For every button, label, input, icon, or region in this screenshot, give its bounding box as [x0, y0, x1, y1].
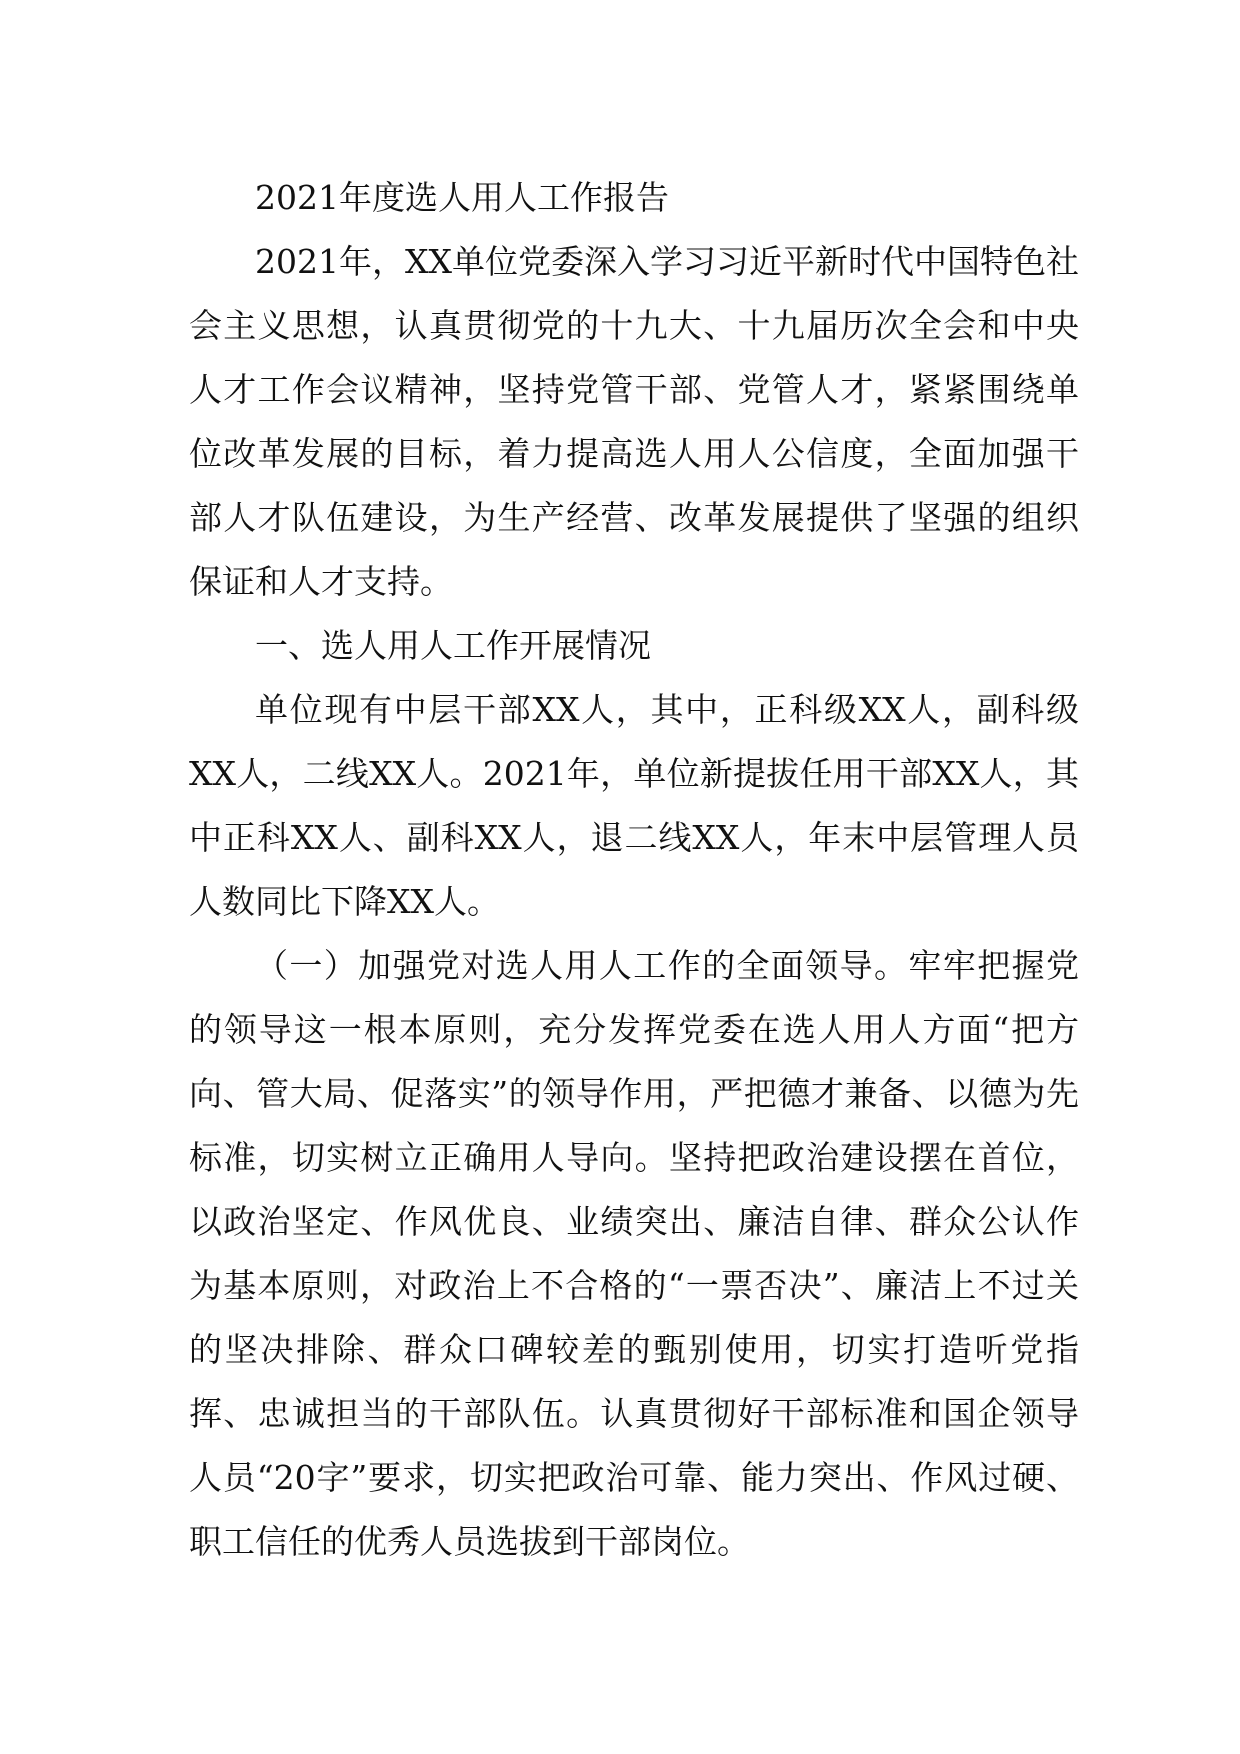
section-heading-1: 一、选人用人工作开展情况: [255, 626, 651, 665]
document-body: [189, 166, 1079, 1574]
staffing-paragraph: 单位现有中层干部XX人，其中，正科级XX人，副科级XX人，二线XX人。2021年，单位新提拔任用干部XX人，其中正科XX人、副科XX人，退二线XX人，年末中层管理人员人数同比下降XX人。: [189, 690, 1079, 921]
document-title: 2021年度选人用人工作报告: [255, 178, 669, 217]
subsection-1-paragraph: （一）加强党对选人用人工作的全面领导。牢牢把握党的领导这一根本原则，充分发挥党委在选人用人方面“把方向、管大局、促落实”的领导作用，严把德才兼备、以德为先标准，切实树立正确用人导向。坚持把政治建设摆在首位，以政治坚定、作风优良、业绩突出、廉洁自律、群众公认作为基本原则，对政治上不合格的“一票否决”、廉洁上不过关的坚决排除、群众口碑较差的甄别使用，切实打造听党指挥、忠诚担当的干部队伍。认真贯彻好干部标准和国企领导人员“20字”要求，切实把政治可靠、能力突出、作风过硬、职工信任的优秀人员选拔到干部岗位。: [189, 946, 1079, 1561]
intro-paragraph: 2021年，XX单位党委深入学习习近平新时代中国特色社会主义思想，认真贯彻党的十九大、十九届历次全会和中央人才工作会议精神，坚持党管干部、党管人才，紧紧围绕单位改革发展的目标，着力提高选人用人公信度，全面加强干部人才队伍建设，为生产经营、改革发展提供了坚强的组织保证和人才支持。: [189, 242, 1079, 601]
